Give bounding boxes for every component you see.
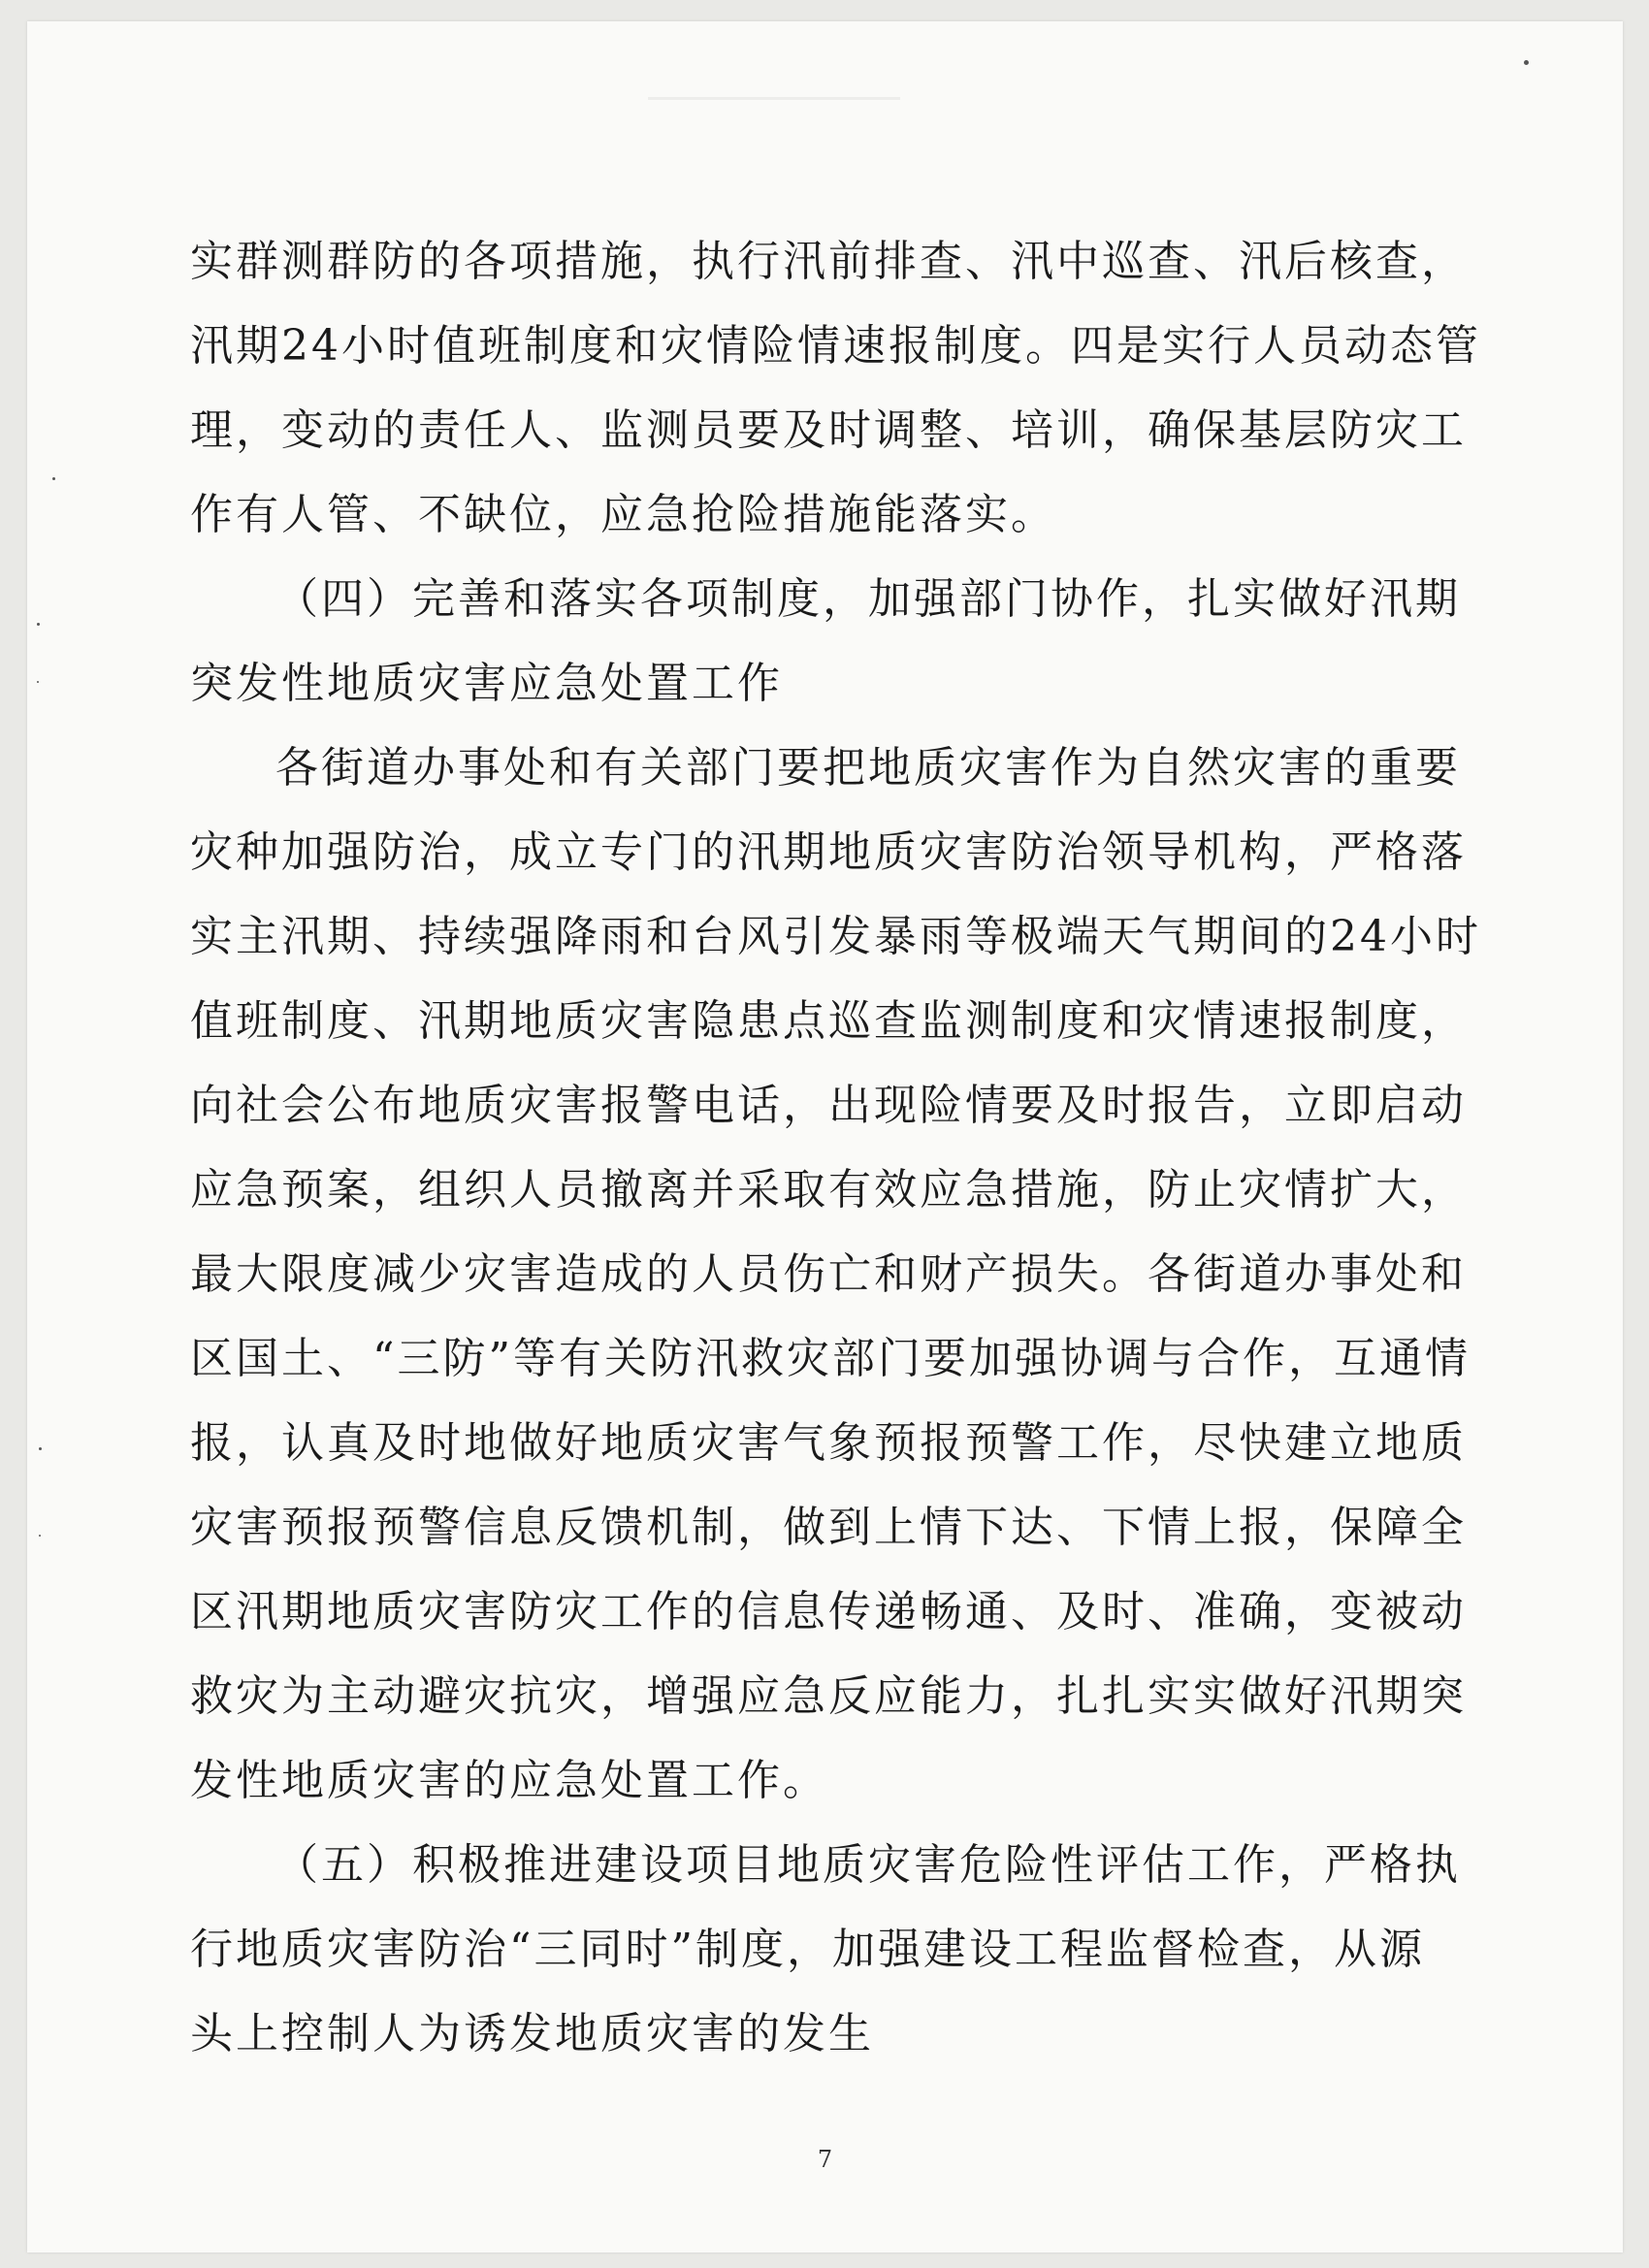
scan-speck: [52, 477, 55, 480]
text-line: 汛期24小时值班制度和灾情险情速报制度。四是实行人员动态管: [190, 321, 1481, 371]
scan-speck: [39, 1535, 41, 1537]
scan-bleed-mark: [648, 97, 900, 100]
text-line: 救灾为主动避灾抗灾，增强应急反应能力，扎扎实实做好汛期突: [190, 1671, 1467, 1721]
section-heading-5: （五）积极推进建设项目地质灾害危险性评估工作，严格执: [275, 1840, 1461, 1890]
text-line: 灾种加强防治，成立专门的汛期地质灾害防治领导机构，严格落: [190, 827, 1467, 877]
text-line: 发性地质灾害的应急处置工作。: [190, 1756, 828, 1805]
text-line: 实主汛期、持续强降雨和台风引发暴雨等极端天气期间的24小时: [190, 912, 1481, 961]
scan-speck: [37, 623, 40, 626]
page-number: 7: [817, 2146, 833, 2173]
text-line: 实群测群防的各项措施，执行汛前排查、汛中巡查、汛后核查，: [190, 237, 1467, 286]
text-line: 灾害预报预警信息反馈机制，做到上情下达、下情上报，保障全: [190, 1503, 1467, 1552]
scan-speck: [1524, 60, 1529, 65]
text-line: 报，认真及时地做好地质灾害气象预报预警工作，尽快建立地质: [190, 1418, 1467, 1468]
text-line: 向社会公布地质灾害报警电话，出现险情要及时报告，立即启动: [190, 1081, 1467, 1130]
text-line: 值班制度、汛期地质灾害隐患点巡查监测制度和灾情速报制度，: [190, 996, 1467, 1046]
section-heading-4-cont: 突发性地质灾害应急处置工作: [190, 659, 783, 708]
text-line: 最大限度减少灾害造成的人员伤亡和财产损失。各街道办事处和: [190, 1249, 1467, 1299]
document-page: [27, 21, 1623, 2252]
scan-speck: [39, 1447, 42, 1450]
text-line: 作有人管、不缺位，应急抢险措施能落实。: [190, 490, 1056, 539]
text-line: 区汛期地质灾害防灾工作的信息传递畅通、及时、准确，变被动: [190, 1587, 1467, 1636]
section-heading-5-cont: 头上控制人为诱发地质灾害的发生: [190, 2009, 874, 2058]
text-line: 应急预案，组织人员撤离并采取有效应急措施，防止灾情扩大，: [190, 1165, 1467, 1215]
section-heading-4: （四）完善和落实各项制度，加强部门协作，扎实做好汛期: [275, 574, 1461, 624]
paragraph-start: 各街道办事处和有关部门要把地质灾害作为自然灾害的重要: [275, 743, 1461, 793]
text-line: 区国土、“三防”等有关防汛救灾部门要加强协调与合作，互通情: [190, 1334, 1471, 1383]
text-line: 理，变动的责任人、监测员要及时调整、培训，确保基层防灾工: [190, 405, 1467, 455]
scan-speck: [37, 681, 39, 683]
body-text: [190, 219, 1481, 2076]
section-heading-5-cont: 行地质灾害防治“三同时”制度，加强建设工程监督检查，从源: [190, 1925, 1425, 1974]
